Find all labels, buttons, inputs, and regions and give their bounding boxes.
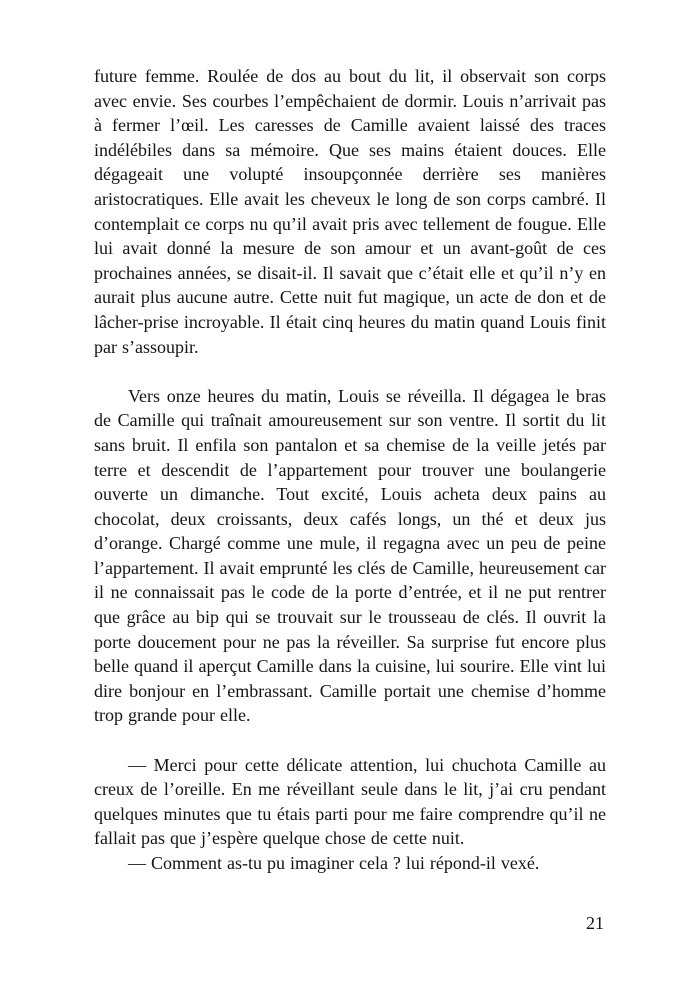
paragraph-continuation: future femme. Roulée de dos au bout du lit, il observait son corps avec envie. Ses courbes l’empêchaient de dormir. Louis n’arrivait pas à fermer l’œil. Les caresses de Camille avaient laissé des traces indélébiles dans sa mémoire. Que ses mains étaient douces. Elle dégageait une volupté insoupçonnée derrière ses manières aristocratiques. Elle avait les cheveux le long de son corps cambré. Il contemplait ce corps nu qu’il avait pris avec tellement de fougue. Elle lui avait donné la mesure de son amour et un avant-goût de ces prochaines années, se disait-il. Il savait que c’était elle et qu’il n’y en aurait plus aucune autre. Cette nuit fut magique, un acte de don et de lâcher-prise incroyable. Il était cinq heures du matin quand Louis finit par s’assoupir.	[94, 66, 606, 357]
paragraph-dialogue-camille: — Merci pour cette délicate attention, lui chuchota Camille au creux de l’oreille. En me réveillant seule dans le lit, j’ai cru pendant quelques minutes que tu étais parti pour me faire comprendre qu’il ne fallait pas que j’espère quelque chose de cette nuit.	[94, 754, 606, 849]
paragraph-dialogue-louis: — Comment as-tu pu imaginer cela ? lui répond-il vexé.	[128, 853, 540, 873]
paragraph-narrative: Vers onze heures du matin, Louis se réveilla. Il dégagea le bras de Camille qui traînait amoureusement sur son ventre. Il sortit du lit sans bruit. Il enfila son pantalon et sa chemise de la veille jetés par terre et descendit de l’appartement pour trouver une boulangerie ouverte un dimanche. Tout excité, Louis acheta deux pains au chocolat, deux croissants, deux cafés longs, un thé et deux jus d’orange. Chargé comme une mule, il regagna avec un peu de peine l’appartement. Il avait emprunté les clés de Camille, heureusement car il ne connaissait pas le code de la porte d’entrée, et il ne put rentrer que grâce au bip qui se trouvait sur le trousseau de clés. Il ouvrit la porte doucement pour ne pas la réveiller. Sa surprise fut encore plus belle quand il aperçut Camille dans la cuisine, lui sourire. Elle vint lui dire bonjour en l’embrassant. Camille portait une chemise d’homme trop grande pour elle.	[94, 385, 606, 726]
page-body-text	[94, 64, 606, 876]
page-number: 21	[586, 913, 604, 933]
